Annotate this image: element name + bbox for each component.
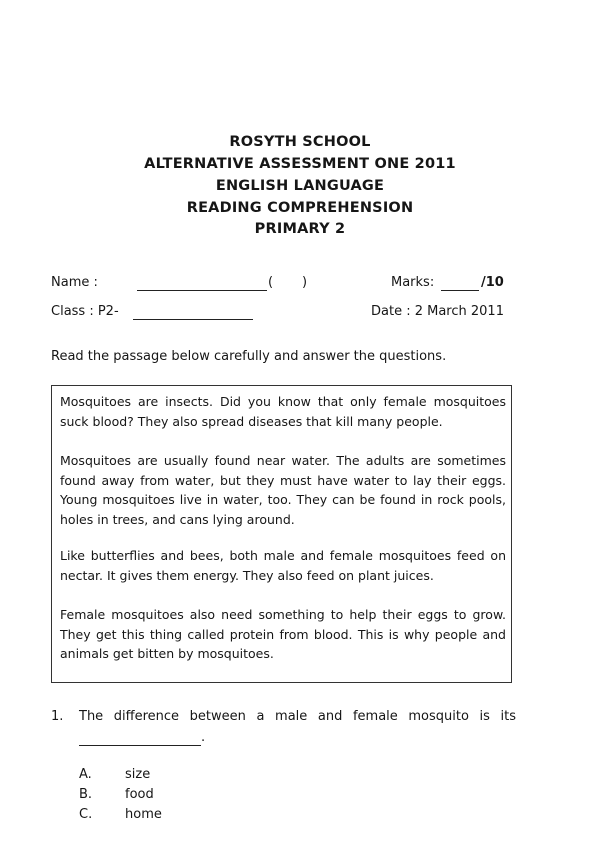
class-number-close: ) <box>302 275 308 290</box>
paper-title: READING COMPREHENSION <box>186 200 414 216</box>
school-name: ROSYTH SCHOOL <box>229 134 371 150</box>
question-end: . <box>201 730 206 745</box>
marks-total: /10 <box>481 275 504 290</box>
subject-title: ENGLISH LANGUAGE <box>215 178 385 194</box>
passage-paragraph-4: Female mosquitoes also need something to help their eggs to grow. They get this thing called protein from blood. This is why people and animals get bitten by mosquitoes. <box>60 607 506 661</box>
option-c-text[interactable]: home <box>125 807 162 822</box>
passage-paragraph-1: Mosquitoes are insects. Did you know that only female mosquitoes suck blood? They also spread diseases that kill many people. <box>60 394 506 429</box>
question-number: 1. <box>51 709 64 724</box>
option-b-letter: B. <box>79 787 93 802</box>
name-line[interactable] <box>137 275 267 291</box>
option-b-text[interactable]: food <box>125 787 154 802</box>
class-field[interactable] <box>133 304 253 320</box>
name-field[interactable] <box>137 275 267 291</box>
date-label: Date : 2 March 2011 <box>371 304 504 319</box>
class-number-open: ( <box>268 275 274 290</box>
class-label: Class : P2- <box>51 304 119 319</box>
marks-field[interactable] <box>441 275 479 291</box>
level-title: PRIMARY 2 <box>254 221 346 237</box>
option-a-letter: A. <box>79 767 92 782</box>
marks-line[interactable] <box>441 275 479 291</box>
passage-paragraph-3: Like butterflies and bees, both male and female mosquitoes feed on nectar. It gives them energy. They also feed on plant juices. <box>60 548 506 583</box>
assessment-title: ALTERNATIVE ASSESSMENT ONE 2011 <box>144 156 456 172</box>
question-text: The difference between a male and female mosquito is its <box>79 709 516 724</box>
answer-line[interactable] <box>79 730 201 746</box>
passage-paragraph-2: Mosquitoes are usually found near water. The adults are sometimes found away from water, but they must have water to lay their eggs. Young mosquitoes live in water, too. They can be found in rock pools, holes in trees, and cans lying around. <box>60 453 506 527</box>
instruction: Read the passage below carefully and answer the questions. <box>51 349 447 364</box>
option-c-letter: C. <box>79 807 93 822</box>
class-line[interactable] <box>133 304 253 320</box>
name-label: Name : <box>51 275 98 290</box>
option-a-text[interactable]: size <box>125 767 151 782</box>
marks-label: Marks: <box>391 275 435 290</box>
answer-blank[interactable] <box>79 730 205 746</box>
